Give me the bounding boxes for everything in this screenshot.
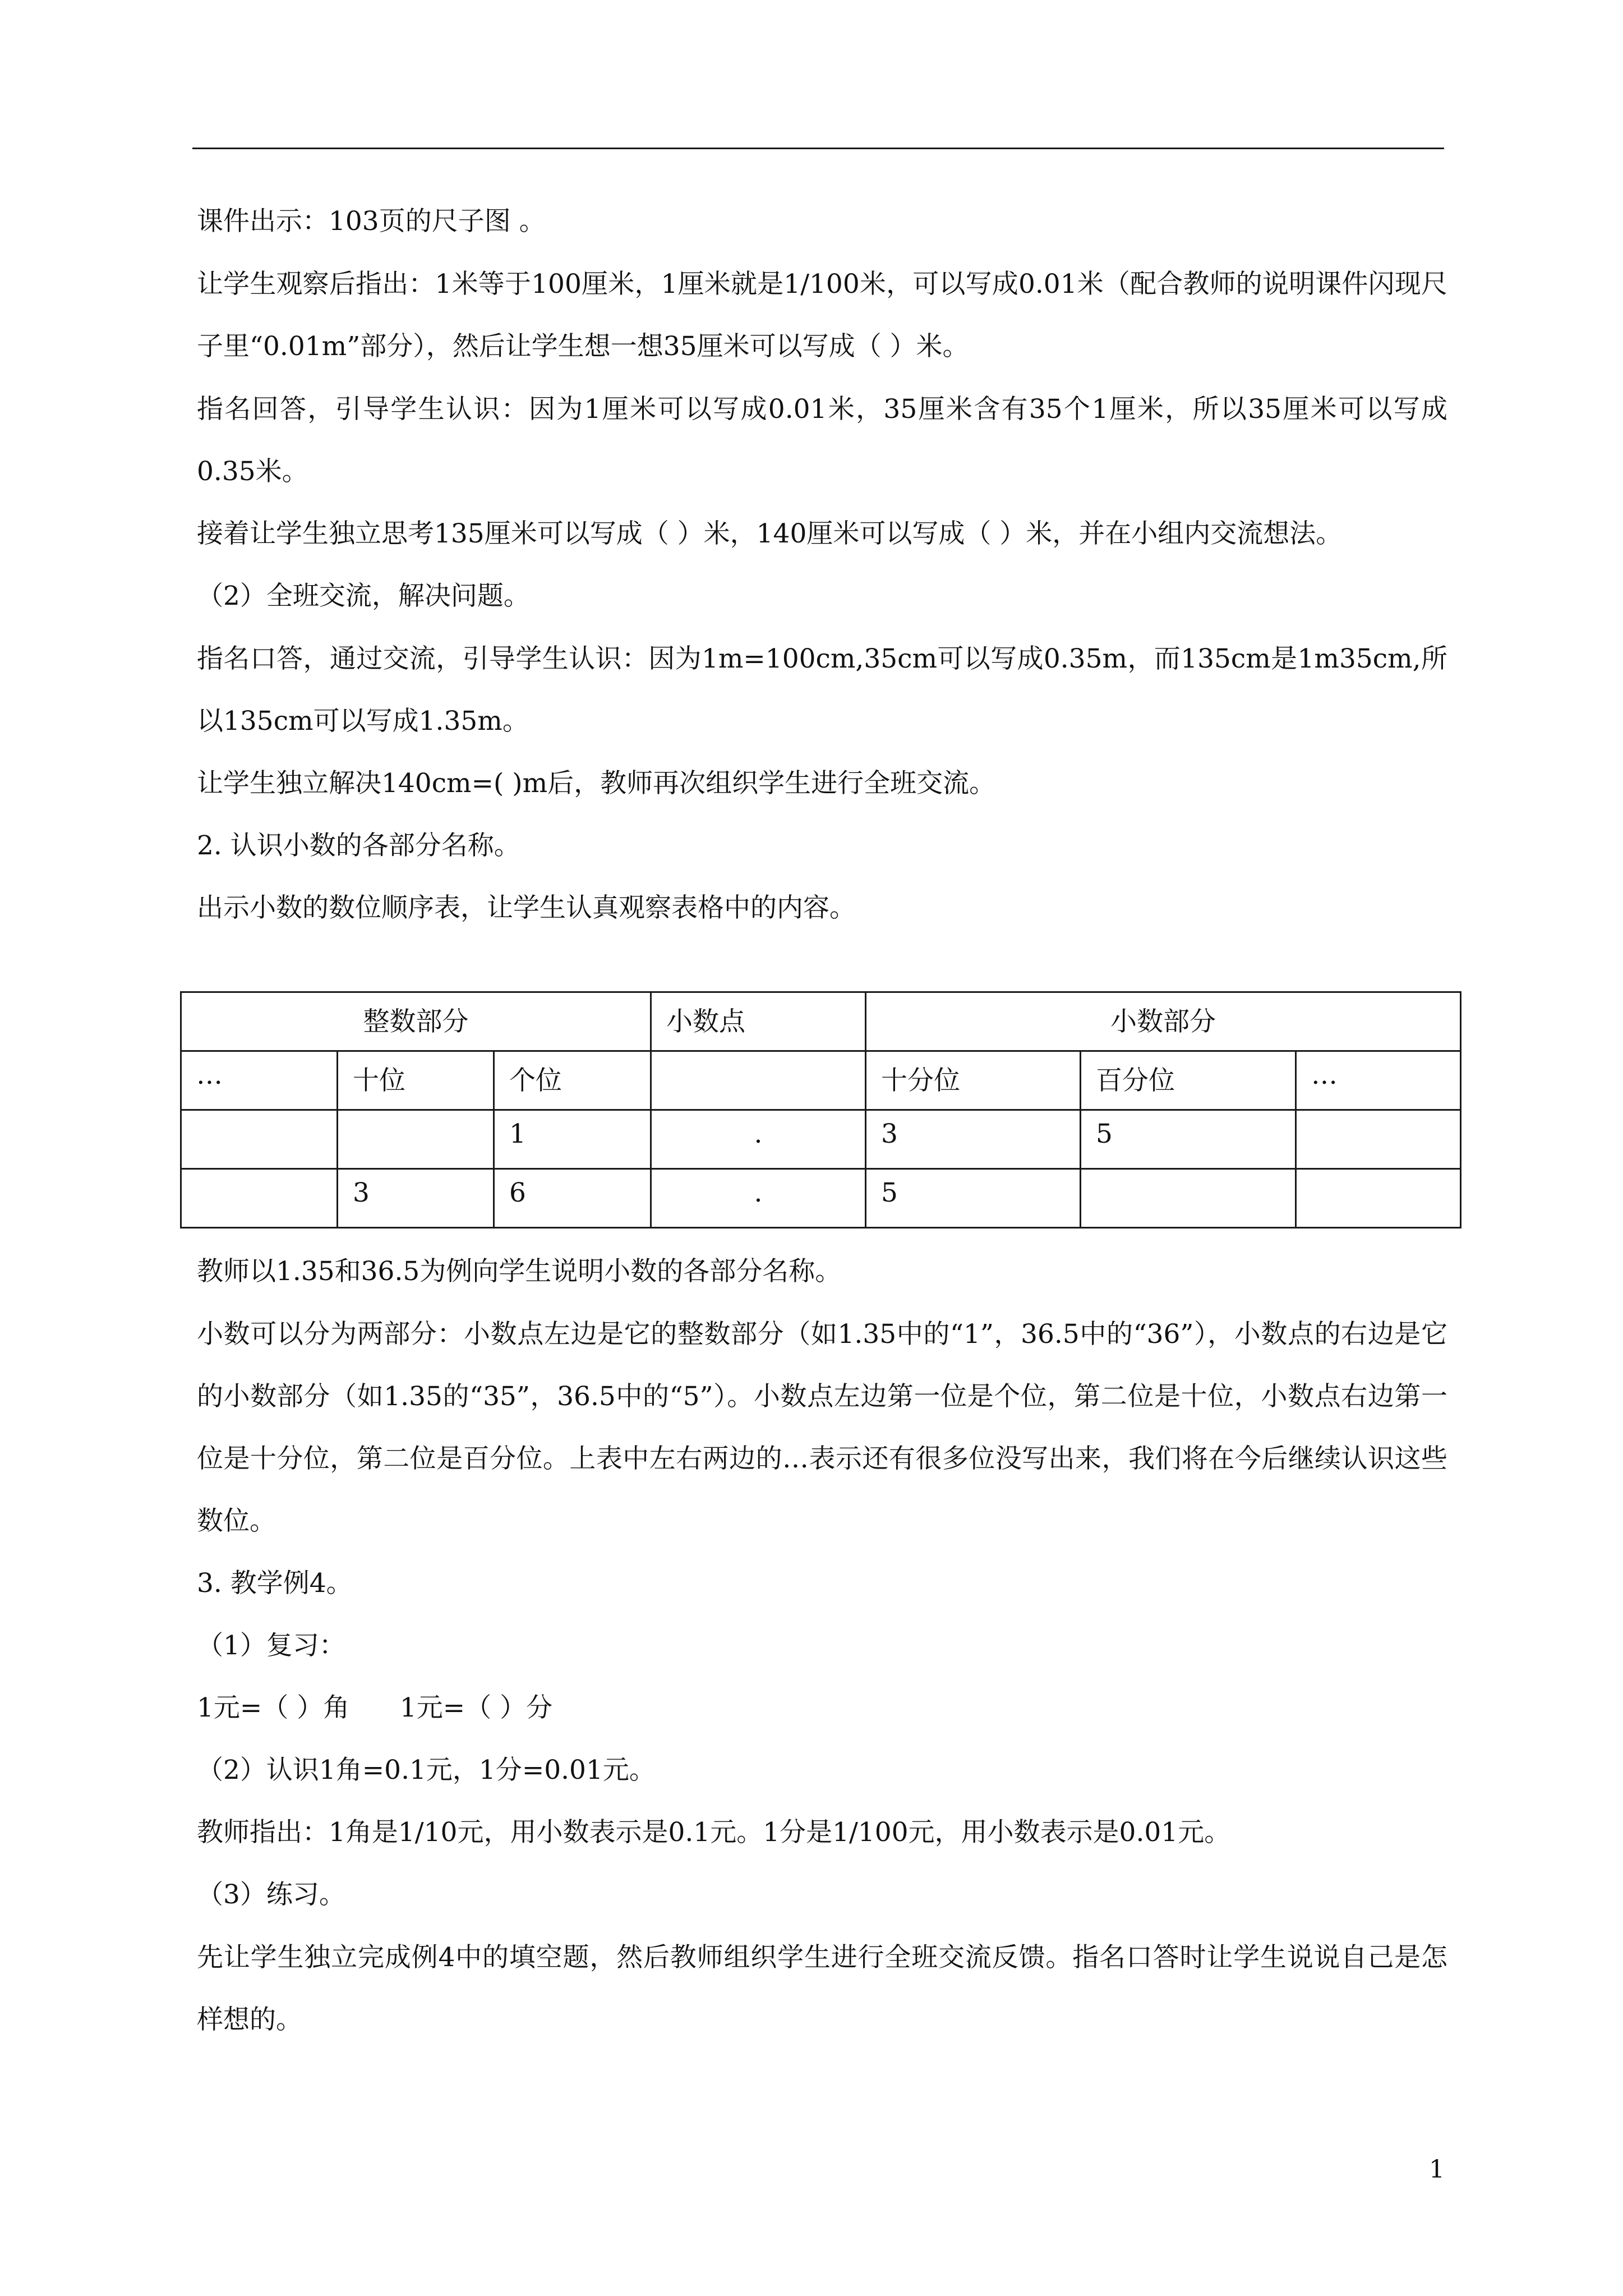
table-cell: 3 [866, 1110, 1081, 1169]
table-cell [181, 1169, 338, 1228]
column-header: … [1296, 1051, 1461, 1110]
table-cell: 5 [866, 1169, 1081, 1228]
section-heading: 2. 认识小数的各部分名称。 [197, 830, 520, 861]
subheading: （2）全班交流，解决问题。 [197, 581, 530, 611]
table-cell [1081, 1169, 1296, 1228]
table-row [181, 1169, 1461, 1228]
column-header: 百分位 [1081, 1051, 1296, 1110]
paragraph: 让学生观察后指出：1米等于100厘米，1厘米就是1/100米，可以写成0.01米（配合教师的说明课件闪现尺子里“0.01m”部分），然后让学生想一想35厘米可以写成（ ）米。 [197, 269, 1447, 362]
paragraph: 接着让学生独立思考135厘米可以写成（ ）米，140厘米可以写成（ ）米，并在小组内交流想法。 [197, 518, 1343, 549]
table-cell: 6 [494, 1169, 651, 1228]
table-cell: 3 [338, 1169, 494, 1228]
subheading: （2）认识1角=0.1元，1分=0.01元。 [197, 1755, 656, 1786]
table-cell [181, 1110, 338, 1169]
paragraph: 让学生独立解决140cm=( )m后，教师再次组织学生进行全班交流。 [197, 768, 996, 799]
page-number: 1 [1429, 2155, 1445, 2184]
paragraph: 出示小数的数位顺序表，让学生认真观察表格中的内容。 [197, 892, 856, 923]
table-cell: 1 [494, 1110, 651, 1169]
table-cell: . [651, 1110, 866, 1169]
table-cell: . [651, 1169, 866, 1228]
document-body-bottom [197, 1255, 1447, 2065]
subheading: （3）练习。 [197, 1879, 345, 1910]
table-column-row [181, 1051, 1461, 1110]
paragraph: 1元=（ ）角 1元=（ ）分 [197, 1692, 553, 1723]
table-cell [1296, 1169, 1461, 1228]
paragraph: 课件出示：103页的尺子图 。 [197, 206, 546, 237]
subheading: （1）复习： [197, 1630, 345, 1661]
header-fraction-part: 小数部分 [866, 992, 1461, 1051]
paragraph: 教师指出：1角是1/10元，用小数表示是0.1元。1分是1/100元，用小数表示是0.01元。 [197, 1817, 1231, 1848]
table-header-row [181, 992, 1461, 1051]
table-cell: 5 [1081, 1110, 1296, 1169]
paragraph: 小数可以分为两部分：小数点左边是它的整数部分（如1.35中的“1”，36.5中的“36”），小数点的右边是它的小数部分（如1.35的“35”，36.5中的“5”）。小数点左边第一位是个位，第二位是十位，小数点右边第一位是十分位，第二位是百分位。上表中左右两边的…表示还有很多位没写出来，我们将在今后继续认识这些数位。 [197, 1319, 1447, 1536]
paragraph: 先让学生独立完成例4中的填空题，然后教师组织学生进行全班交流反馈。指名口答时让学生说说自己是怎样想的。 [197, 1942, 1447, 2035]
header-decimal-point: 小数点 [651, 992, 866, 1051]
paragraph: 教师以1.35和36.5为例向学生说明小数的各部分名称。 [197, 1256, 842, 1287]
column-header: 十位 [338, 1051, 494, 1110]
paragraph: 指名回答，引导学生认识：因为1厘米可以写成0.01米，35厘米含有35个1厘米，所以35厘米可以写成0.35米。 [197, 394, 1447, 487]
decimal-place-table [180, 991, 1461, 1228]
table-row [181, 1110, 1461, 1169]
column-header [651, 1051, 866, 1110]
table-cell [338, 1110, 494, 1169]
column-header: … [181, 1051, 338, 1110]
header-rule [192, 148, 1444, 149]
section-heading: 3. 教学例4。 [197, 1568, 353, 1599]
column-header: 十分位 [866, 1051, 1081, 1110]
column-header: 个位 [494, 1051, 651, 1110]
header-integer-part: 整数部分 [181, 992, 651, 1051]
table-cell [1296, 1110, 1461, 1169]
document-body-top [197, 205, 1447, 954]
paragraph: 指名口答，通过交流，引导学生认识：因为1m=100cm,35cm可以写成0.35m，而135cm是1m35cm,所以135cm可以写成1.35m。 [197, 643, 1447, 737]
